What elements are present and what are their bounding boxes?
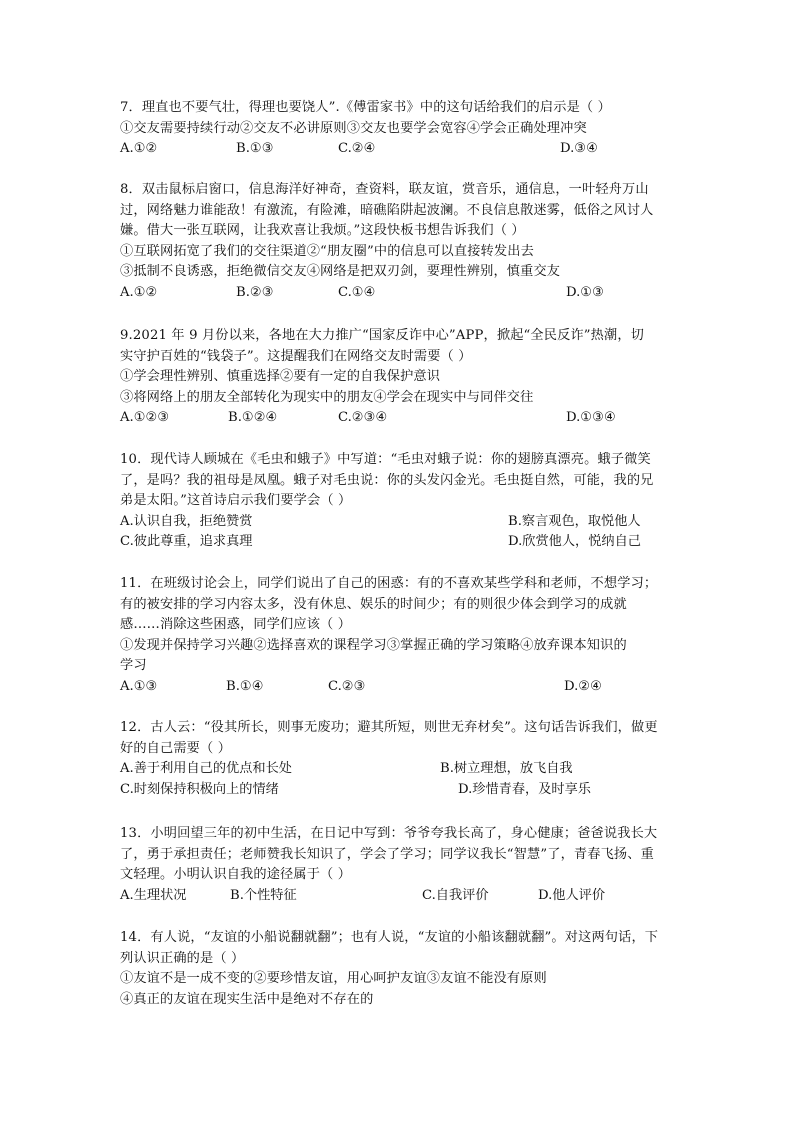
question-stem: 好的自己需要（ ） [120,740,232,756]
question-stem: ④真正的友谊在现实生活中是绝对不存在的 [120,991,374,1007]
question-7 [120,98,680,160]
option-b[interactable]: B.①④ [226,678,264,694]
option-b[interactable]: B.察言观色，取悦他人 [508,513,641,529]
options-row [120,532,680,553]
question-stem: 列认识正确的是（ ） [120,950,245,966]
question-stem: 弟是太阳。”这首诗启示我们要学会（ ） [120,493,352,509]
question-stem: 13．小明回望三年的初中生活，在日记中写到：爷爷夸我长高了，身心健康；爸爸说我长大 [120,826,658,841]
option-a[interactable]: A.①③ [120,678,158,694]
option-d[interactable]: D.③④ [560,141,598,157]
option-b[interactable]: B.②③ [236,284,274,300]
question-stem: ①交友需要持续行动②交友不必讲原则③交友也要学会宽容④学会正确处理冲突 [120,120,587,136]
option-a[interactable]: A.①② [120,284,158,300]
question-stem: 有的被安排的学习内容太多，没有休息、娱乐的时间少；有的则很少体会到学习的成就 [120,596,627,612]
question-13 [120,824,680,906]
options-row [120,759,680,780]
question-11 [120,574,680,698]
option-c[interactable]: C.②③ [328,678,366,694]
option-a[interactable]: A.①② [120,141,158,157]
question-stem: 11．在班级讨论会上，同学们说出了自己的困惑：有的不喜欢某些学科和老师，不想学习； [120,576,658,591]
question-stem: 10．现代诗人顾城在《毛虫和蛾子》中写道：“毛虫对蛾子说：你的翅膀真漂亮。蛾子微笑 [120,452,651,467]
question-stem: 感……消除这些困惑，同学们应该（ ） [120,617,352,633]
option-d[interactable]: D.②④ [564,678,602,694]
question-stem: ①互联网拓宽了我们的交往渠道②“朋友圈”中的信息可以直接转发出去 [120,243,534,259]
option-b[interactable]: B.①③ [236,141,274,157]
options-row [120,780,680,801]
option-d[interactable]: D.珍惜青春，及时享乐 [458,781,591,797]
option-b[interactable]: B.树立理想，放飞自我 [440,761,573,777]
question-stem: 8．双击鼠标启窗口，信息海洋好神奇，查资料，联友谊，赏音乐，通信息，一叶轻舟万山 [120,182,649,197]
option-a[interactable]: A.①②③ [120,410,170,426]
option-a[interactable]: A.认识自我，拒绝赞赏 [120,513,253,529]
option-c[interactable]: C.时刻保持积极向上的情绪 [120,781,279,797]
option-c[interactable]: C.彼此尊重，追求真理 [120,534,253,550]
option-c[interactable]: C.②③④ [338,410,388,426]
option-c[interactable]: C.①④ [338,284,376,300]
option-c[interactable]: C.自我评价 [422,887,489,903]
options-row [120,886,680,907]
question-stem: 文轻理。小明认识自我的途径属于（ ） [120,867,352,883]
option-d[interactable]: D.欣赏他人，悦纳自己 [508,534,641,550]
question-stem: ①友谊不是一成不变的②要珍惜友谊，用心呵护友谊③友谊不能没有原则 [120,971,547,987]
option-d[interactable]: D.①③ [566,284,604,300]
question-stem: 嫌。借大一张互联网，让我欢喜让我烦。”这段快板书想告诉我们（ ） [120,223,525,239]
question-stem: 过，网络魅力谁能敌！有激流，有险滩，暗礁陷阱起波澜。不良信息散迷雾，低俗之风讨人 [120,202,654,218]
options-row [120,283,680,304]
option-d[interactable]: D.①③④ [566,410,616,426]
question-8 [120,180,680,304]
question-stem: ③抵制不良诱惑，拒绝微信交友④网络是把双刃剑，要理性辨别，慎重交友 [120,264,561,280]
question-stem: ③将网络上的朋友全部转化为现实中的朋友④学会在现实中与同伴交往 [120,389,534,405]
question-9 [120,326,680,429]
question-stem: ①学会理性辨别、慎重选择②要有一定的自我保护意识 [120,369,441,385]
question-stem: 了，是吗？我的祖母是凤凰。蛾子对毛虫说：你的头发闪金光。毛虫挺自然，可能，我的兄 [120,472,654,488]
question-12 [120,718,680,800]
question-stem: 学习 [120,658,147,674]
question-10 [120,450,680,553]
option-d[interactable]: D.他人评价 [538,887,606,903]
question-stem: 12．古人云：“役其所长，则事无废功；避其所短，则世无弃材矣”。这句话告诉我们，做更 [120,720,658,735]
option-b[interactable]: B.①②④ [228,410,278,426]
question-stem: 14．有人说，“友谊的小船说翻就翻”；也有人说，“友谊的小船该翻就翻”。对这两句话，下 [120,930,659,945]
question-stem: ①发现并保持学习兴趣②选择喜欢的课程学习③掌握正确的学习策略④放弃课本知识的 [120,637,627,653]
options-row [120,677,680,698]
question-stem: 实守护百姓的“钱袋子”。这提醒我们在网络交友时需要（ ） [120,348,472,364]
question-14 [120,928,680,1010]
option-c[interactable]: C.②④ [338,141,376,157]
question-stem: 7．理直也不要气壮，得理也要饶人”.《傅雷家书》中的这句话给我们的启示是（ ） [120,100,611,115]
option-a[interactable]: A.善于利用自己的优点和长处 [120,761,292,777]
option-a[interactable]: A.生理状况 [120,887,187,903]
question-stem: 了，勇于承担责任；老师赞我长知识了，学会了学习；同学议我长“智慧”了，青春飞扬、重 [120,846,654,862]
options-row [120,512,680,533]
question-stem: 9.2021 年 9 月份以来，各地在大力推广“国家反诈中心”APP，掀起“全民反诈”热潮，切 [120,328,645,343]
option-b[interactable]: B.个性特征 [230,887,297,903]
options-row [120,139,680,160]
options-row [120,408,680,429]
